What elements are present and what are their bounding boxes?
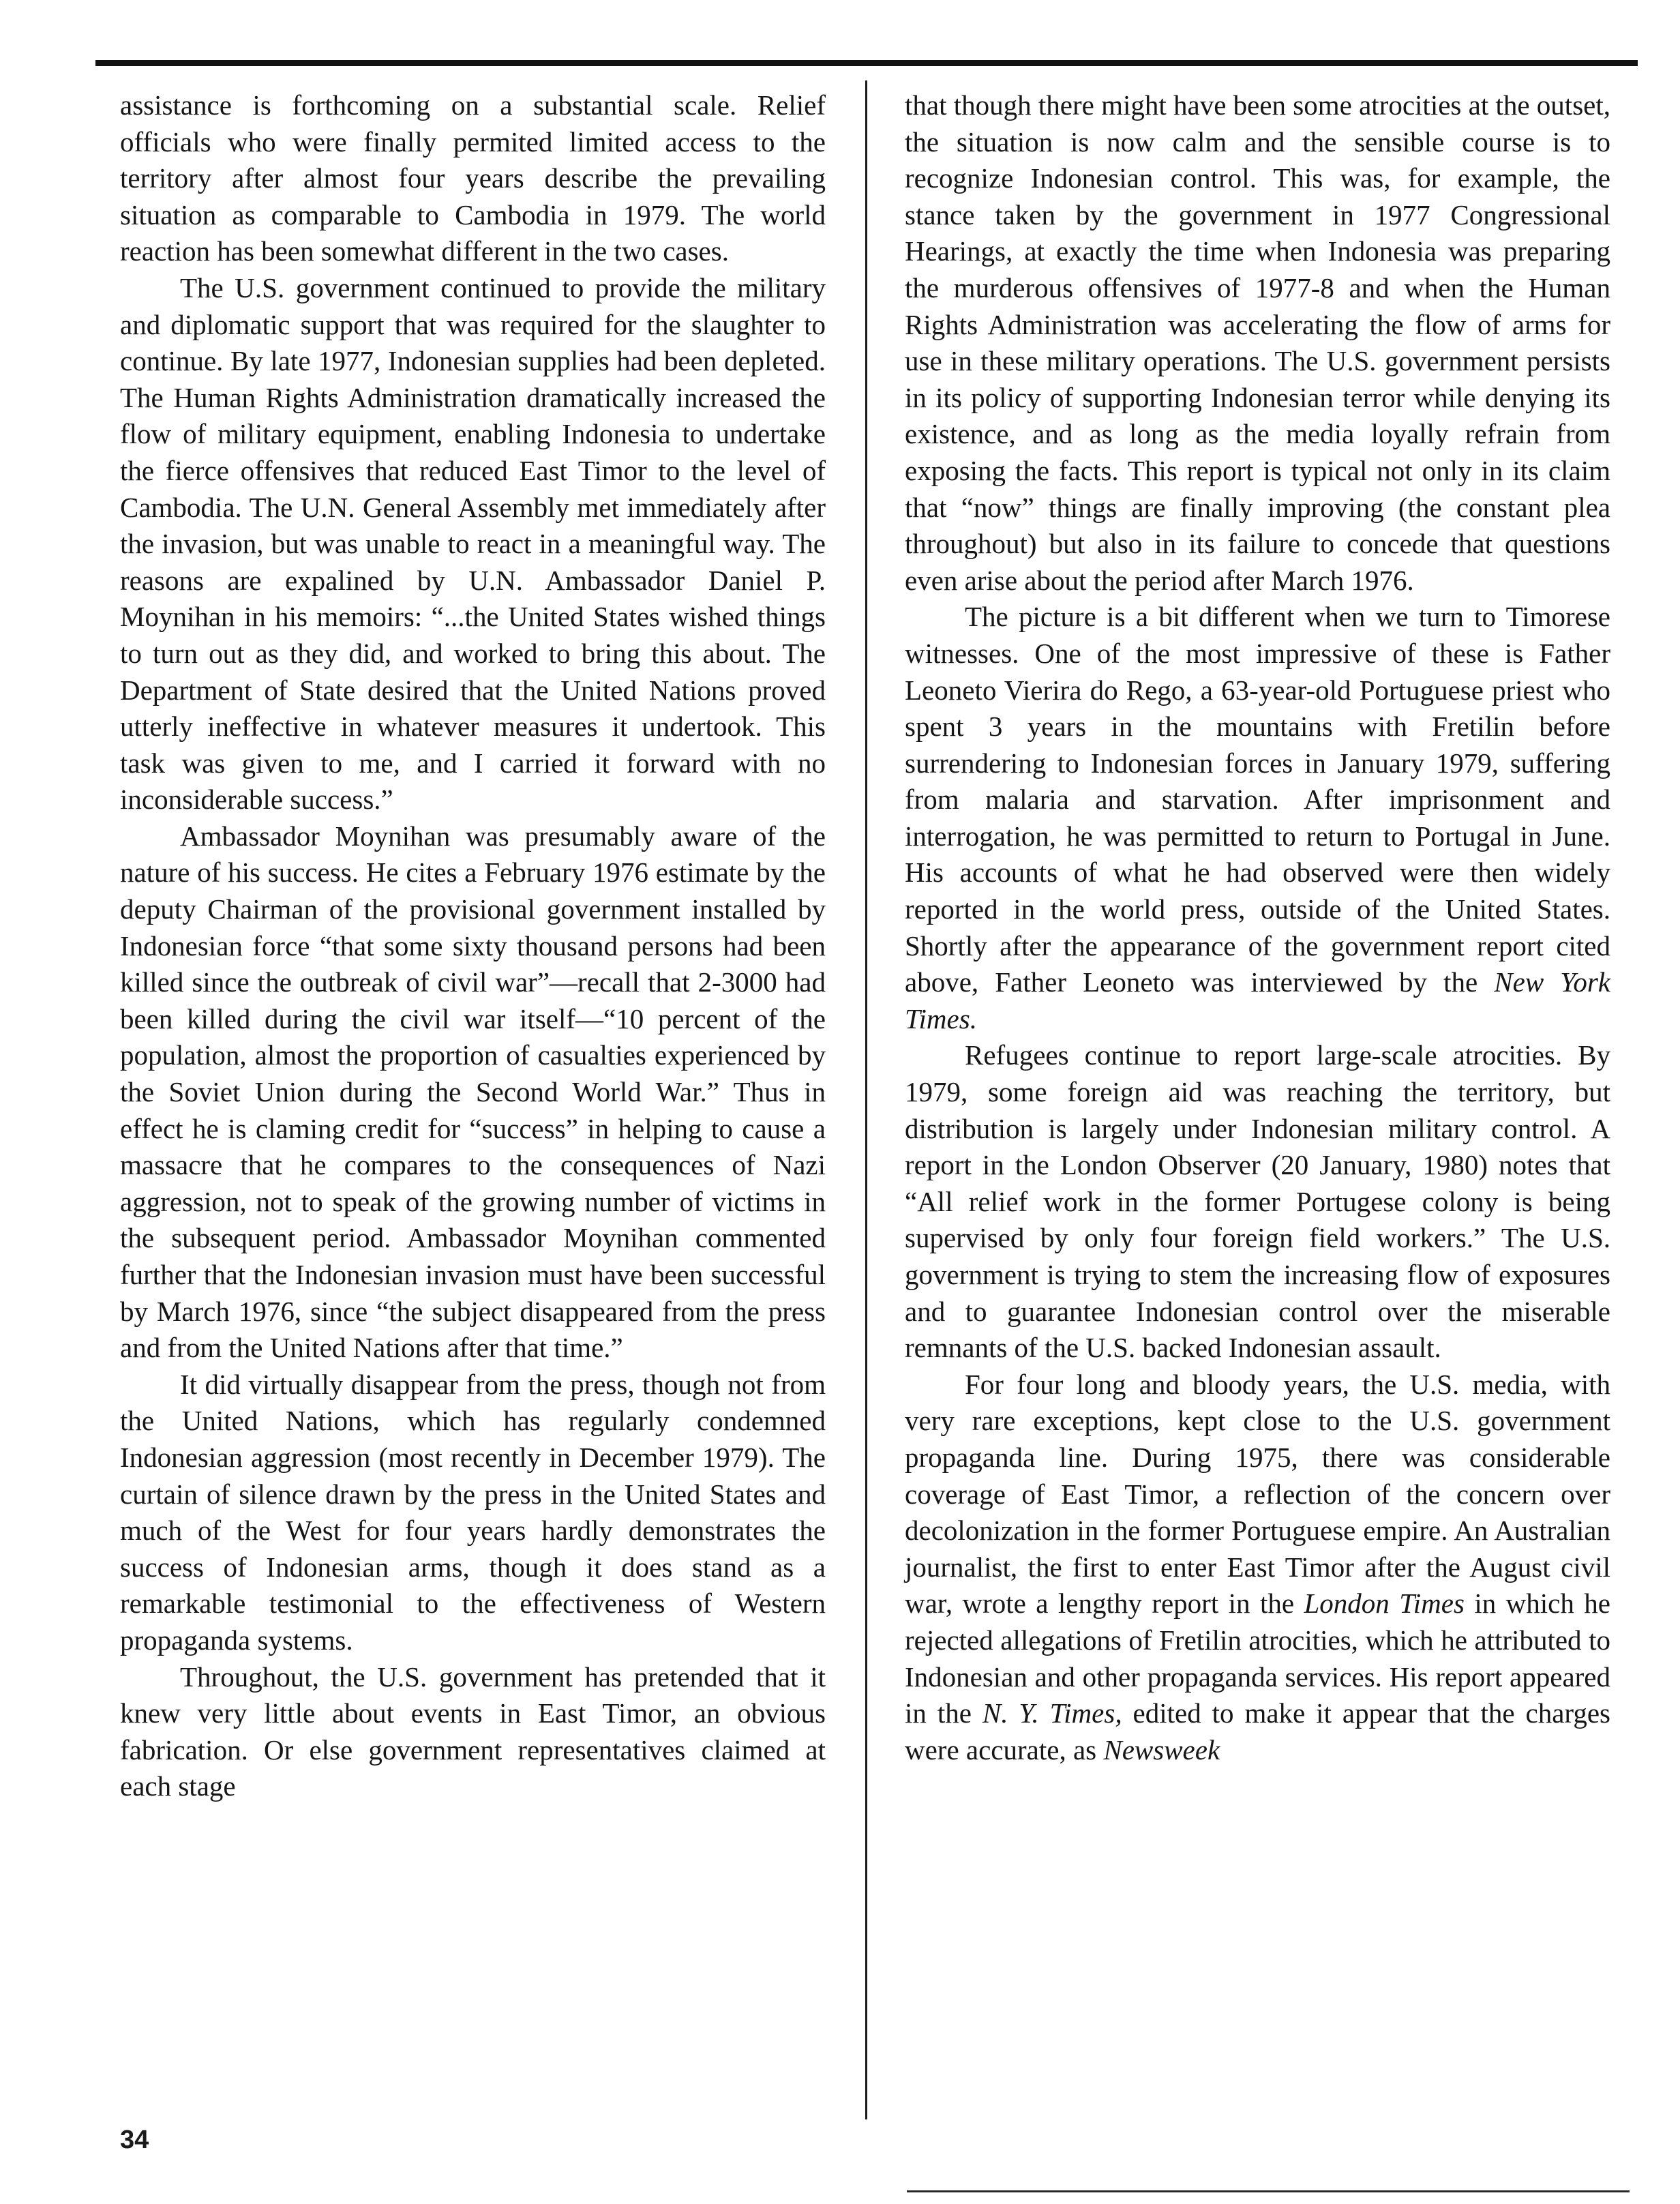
right-paragraph-4-text-b: in which he rejected allegations of Fretilin atrocities, which he attributed to Indonesian and other propaganda services. His report appeared in the xyxy=(905,1588,1610,1729)
column-divider xyxy=(865,80,867,2119)
right-paragraph-2 xyxy=(905,599,1610,1037)
page-number: 34 xyxy=(120,2126,149,2154)
right-paragraph-4-text-c: edited to make it appear that the charges were accurate, as xyxy=(905,1697,1610,1766)
left-paragraph-1: assistance is forthcoming on a substantial scale. Relief officials who were finally permited limited access to the territory after almost four years describe the prevailing situation as comparable to Cambodia in 1979. The world reaction has been somewhat different in the two cases. xyxy=(120,89,826,267)
right-paragraph-4-italic-1: London Times xyxy=(1304,1588,1465,1620)
right-paragraph-3: Refugees continue to report large-scale atrocities. By 1979, some foreign aid was reaching the territory, but distribution is largely under Indonesian military control. A report in the London Observer (20 January, 1980) notes that “All relief work in the former Portugese colony is being supervised by only four foreign field workers.” The U.S. government is trying to stem the increasing flow of exposures and to guarantee Indonesian control over the miserable remnants of the U.S. backed Indonesian assault. xyxy=(905,1039,1610,1364)
right-paragraph-2-text: The picture is a bit different when we turn to Timorese witnesses. One of the most impressive of these is Father Leoneto Vierira do Rego, a 63-year-old Portuguese priest who spent 3 years in the mountains with Fretilin before surrendering to Indonesian forces in January 1979, suffering from malaria and starvation. After imprisonment and interrogation, he was permitted to return to Portugal in June. His accounts of what he had observed were then widely reported in the world press, outside of the United States. Shortly after the appearance of the government report cited above, Father Leoneto was interviewed by the xyxy=(905,601,1610,998)
right-paragraph-4 xyxy=(905,1367,1610,1769)
right-paragraph-2-italic: New York Times. xyxy=(905,966,1610,1034)
left-paragraph-4: It did virtually disappear from the press, though not from the United Nations, which has regularly condemned Indonesian aggression (most recently in December 1979). The curtain of silence drawn by the press in the United States and much of the West for four years hardly demonstrates the success of Indonesian arms, though it does stand as a remarkable testimonial to the effectiveness of Western propaganda systems. xyxy=(120,1368,826,1656)
left-column xyxy=(120,87,826,1805)
left-paragraph-2: The U.S. government continued to provide the military and diplomatic support that was required for the slaughter to continue. By late 1977, Indonesian supplies had been depleted. The Human Rights Administration dramatically increased the flow of military equipment, enabling Indonesia to undertake the fierce offensives that reduced East Timor to the level of Cambodia. The U.N. General Assembly met immediately after the invasion, but was unable to react in a meaningful way. The reasons are expalined by U.N. Ambassador Daniel P. Moynihan in his memoirs: “...the United States wished things to turn out as they did, and worked to bring this about. The Department of State desired that the United Nations proved utterly ineffective in whatever measures it undertook. This task was given to me, and I carried it forward with no inconsiderable success.” xyxy=(120,271,826,816)
left-paragraph-5: Throughout, the U.S. government has pretended that it knew very little about events in East Timor, an obvious fabrication. Or else government representatives claimed at each stage xyxy=(120,1661,826,1802)
right-column xyxy=(905,87,1610,1768)
left-paragraph-3: Ambassador Moynihan was presumably aware of the nature of his success. He cites a February 1976 estimate by the deputy Chairman of the provisional government installed by Indonesian force “that some sixty thousand persons had been killed since the outbreak of civil war”—recall that 2-3000 had been killed during the civil war itself—“10 percent of the population, almost the proportion of casualties experienced by the Soviet Union during the Second World War.” Thus in effect he is claming credit for “success” in helping to cause a massacre that he compares to the consequences of Nazi aggression, not to speak of the growing number of victims in the subsequent period. Ambassador Moynihan commented further that the Indonesian invasion must have been successful by March 1976, since “the subject disappeared from the press and from the United Nations after that time.” xyxy=(120,820,826,1364)
bottom-rule xyxy=(907,2190,1630,2192)
right-paragraph-4-italic-2: N. Y. Times, xyxy=(982,1697,1122,1729)
right-paragraph-4-italic-3: Newsweek xyxy=(1103,1733,1220,1766)
right-paragraph-1: that though there might have been some atrocities at the outset, the situation is now calm and the sensible course is to recognize Indonesian control. This was, for example, the stance taken by the government in 1977 Congressional Hearings, at exactly the time when Indonesia was preparing the murderous offensives of 1977-8 and when the Human Rights Administration was accelerating the flow of arms for use in these military operations. The U.S. government persists in its policy of supporting Indonesian terror while denying its existence, and as long as the media loyally refrain from exposing the facts. This report is typical not only in its claim that “now” things are finally improving (the constant plea throughout) but also in its failure to concede that questions even arise about the period after March 1976. xyxy=(905,89,1610,596)
right-paragraph-4-text-a: For four long and bloody years, the U.S. media, with very rare exceptions, kept close to the U.S. government propaganda line. During 1975, there was considerable coverage of East Timor, a reflection of the concern over decolonization in the former Portuguese empire. An Australian journalist, the first to enter East Timor after the August civil war, wrote a lengthy report in the xyxy=(905,1368,1610,1620)
top-rule xyxy=(95,60,1638,66)
